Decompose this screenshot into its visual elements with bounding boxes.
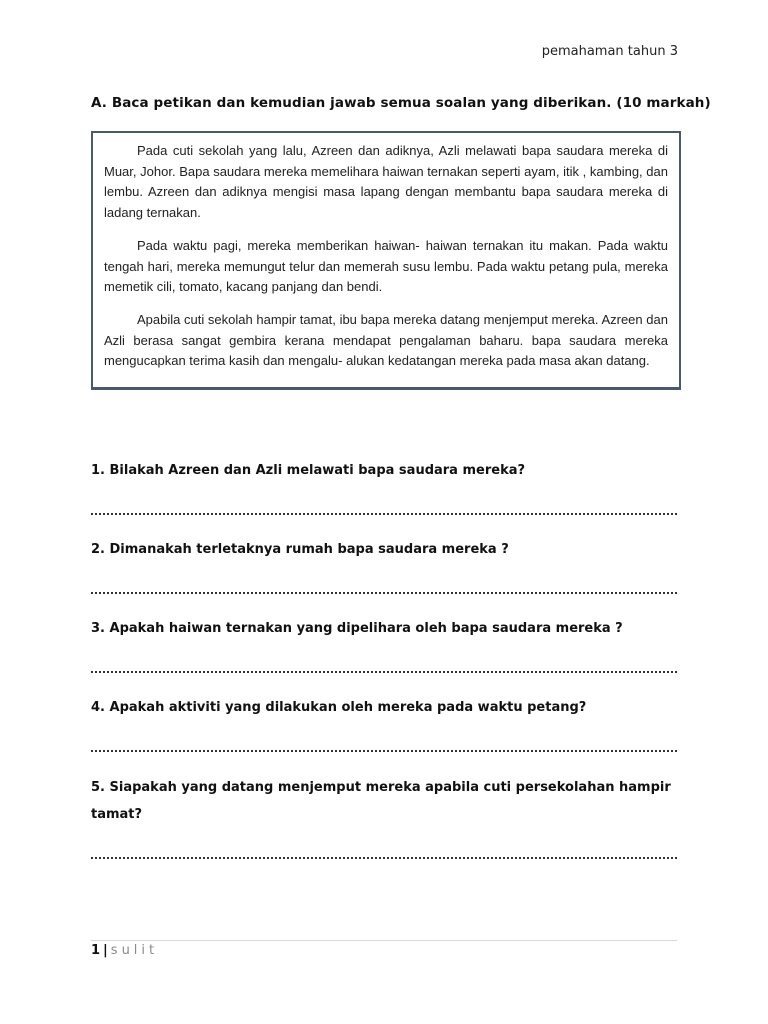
footer-divider <box>91 940 677 941</box>
footer-separator: | <box>103 943 108 958</box>
answer-line-3[interactable] <box>91 665 677 673</box>
page-footer <box>91 943 158 958</box>
answer-line-5[interactable] <box>91 851 677 859</box>
question-3: 3. Apakah haiwan ternakan yang dipelihara oleh bapa saudara mereka ? <box>91 621 623 636</box>
answer-line-4[interactable] <box>91 744 677 752</box>
answer-line-2[interactable] <box>91 586 677 594</box>
reading-passage <box>104 141 668 384</box>
question-5: 5. Siapakah yang datang menjemput mereka apabila cuti persekolahan hampir tamat? <box>91 780 671 822</box>
passage-paragraph-1: Pada cuti sekolah yang lalu, Azreen dan adiknya, Azli melawati bapa saudara mereka di Muar, Johor. Bapa saudara mereka memelihara haiwan ternakan seperti ayam, itik , kambing, dan lembu. Azreen dan adiknya mengisi masa lapang dengan membantu bapa saudara mereka di ladang ternakan. <box>104 143 668 221</box>
answer-line-1[interactable] <box>91 507 677 515</box>
passage-paragraph-3: Apabila cuti sekolah hampir tamat, ibu bapa mereka datang menjemput mereka. Azreen dan Azli berasa sangat gembira kerana mendapat pengalaman baharu. bapa saudara mereka mengucapkan terima kasih dan mengalu- alukan kedatangan mereka pada masa akan datang. <box>104 311 668 369</box>
question-1: 1. Bilakah Azreen dan Azli melawati bapa saudara mereka? <box>91 463 526 478</box>
question-2: 2. Dimanakah terletaknya rumah bapa saudara mereka ? <box>91 542 509 557</box>
confidentiality-label: sulit <box>110 943 159 958</box>
page-number: 1 <box>91 943 101 958</box>
question-4: 4. Apakah aktiviti yang dilakukan oleh mereka pada waktu petang? <box>91 700 587 715</box>
section-instruction-title: A. Baca petikan dan kemudian jawab semua soalan yang diberikan. (10 markah) <box>91 95 711 111</box>
document-header-label: pemahaman tahun 3 <box>541 44 678 59</box>
passage-paragraph-2: Pada waktu pagi, mereka memberikan haiwan- haiwan ternakan itu makan. Pada waktu tengah hari, mereka memungut telur dan memerah susu lembu. Pada waktu petang pula, mereka memetik cili, tomato, kacang panjang dan bendi. <box>104 237 668 295</box>
reading-passage-box <box>91 131 681 390</box>
